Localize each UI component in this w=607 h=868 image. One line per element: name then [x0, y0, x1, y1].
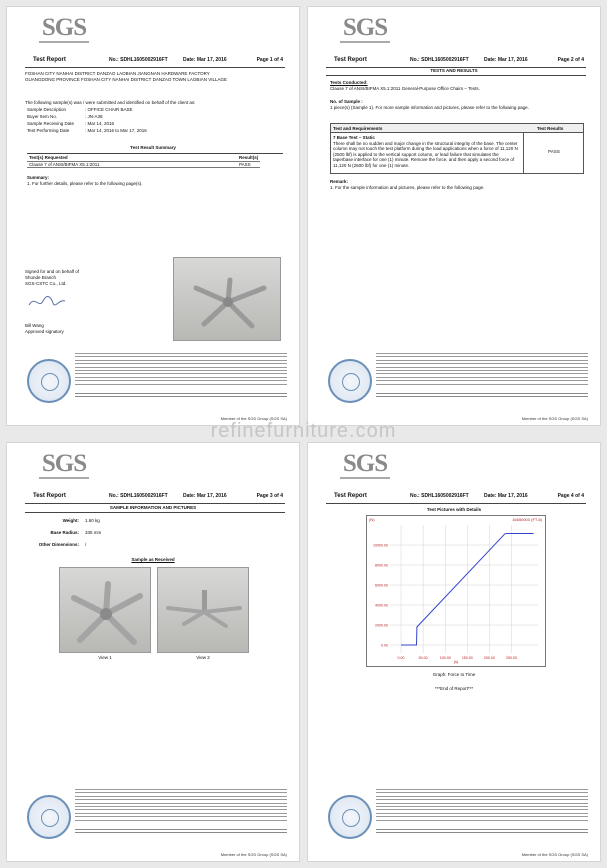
chart-x-unit: (s) [453, 659, 459, 664]
signed-line: Signed for and on behalf of [25, 269, 80, 274]
field-value: : OFFICE CHAIR BASE [85, 107, 133, 112]
sample-received-title: Sample as Received [131, 557, 175, 562]
page-header [33, 57, 283, 67]
report-date: Date: Mar 17, 2016 [484, 57, 528, 63]
field-key: Buyer Item No. [27, 114, 58, 119]
client-company: FOSHAN CITY NANHAI DISTRICT DANZAO LAOBIAN JIANGNAN HARDWARE FACTORY [25, 71, 210, 76]
table-row [331, 133, 583, 173]
page-number: Page 2 of 4 [557, 57, 584, 63]
disclaimer-text [376, 789, 588, 825]
sgs-logo: SGS [338, 15, 392, 41]
field-row [27, 107, 133, 113]
client-address: GUANGDONG PROVINCE FOSHAN CITY NANHAI DISTRICT DANZAO TOWN LAOBIAN VILLAGE [25, 77, 227, 82]
table-head-cell: Result(s) [239, 155, 259, 161]
table-head-row [331, 124, 583, 133]
sample-photo-view-2 [157, 567, 249, 653]
x-tick-label: 100.00 [439, 656, 451, 660]
x-tick-label: 250.00 [505, 656, 517, 660]
page-number: Page 4 of 4 [557, 493, 584, 499]
x-tick-label: 0.00 [397, 656, 405, 660]
force-time-chart [366, 515, 546, 667]
sgs-logo: SGS [338, 451, 392, 477]
view-2-caption: View 2 [196, 655, 210, 660]
requirement-text: There shall be no sudden and major change in the structural integrity of the base. The center column may not touch the test platform during the load applications when a force of 11,120 N (2500 lbf) is applied to the vertical support column, or lead failure that simulates the taperbase interface for one (1) minute. Remove the force, and then apply a second force of 11,120 N (2500 lbf) for one (1) minute. [333, 140, 518, 168]
field-row [27, 128, 147, 134]
dimensions-value: / [85, 542, 87, 547]
y-tick-label: 4000.00 [375, 603, 388, 608]
sgs-logo: SGS [37, 15, 91, 41]
divider [326, 75, 586, 76]
divider [25, 512, 285, 513]
report-number: No.: SDHL1605002916FT [410, 57, 469, 63]
conducted-label: Tests Conducted: [330, 80, 368, 85]
chair-base-illustration [158, 568, 249, 653]
signature-image [27, 291, 67, 311]
y-tick-label: 10000.00 [373, 543, 388, 548]
summary-title: Test Result Summary [130, 145, 176, 150]
view-1-caption: View 1 [98, 655, 112, 660]
requirement-title: 7 Base Test – Static [333, 135, 375, 140]
disclaimer-text [376, 353, 588, 389]
sgs-seal-icon [328, 359, 372, 403]
sgs-seal-icon [328, 795, 372, 839]
y-tick-label: 6000.00 [375, 583, 388, 588]
page-footer [25, 787, 287, 857]
table-cell: Clause 7 of ANSI/BIFMA X5.1:2011 [27, 161, 237, 167]
table-head-cell: Test(s) Requested [27, 155, 237, 161]
summary-note: 1. For further details, please refer to the following page(s). [27, 181, 143, 186]
radius-value: 335 mm [85, 530, 102, 535]
report-page-3 [6, 442, 300, 862]
member-text: Member of the SGS Group (SGS SA) [220, 416, 287, 421]
report-page-4 [307, 442, 601, 862]
requirement-cell [333, 135, 519, 169]
section-title: Test Pictures with Details [426, 507, 482, 512]
disclaimer-text [75, 789, 287, 825]
divider [25, 67, 285, 68]
chair-base-illustration [174, 258, 281, 341]
page-footer [326, 351, 588, 421]
field-value: : JN-A38 [85, 114, 103, 119]
report-number: No.: SDHL1605002916FT [410, 493, 469, 499]
field-value: : Mar 14, 2016 to Mar 17, 2016 [85, 128, 147, 133]
field-key: Test Performing Date [27, 128, 70, 133]
address-text [75, 829, 287, 837]
intro-text: The following sample(s) was / were submitted and identified on behalf of the client as: [25, 100, 196, 105]
report-number: No.: SDHL1605002916FT [109, 493, 168, 499]
divider [326, 503, 586, 504]
field-row [27, 121, 114, 127]
end-of-report: ***End of Report*** [434, 686, 474, 691]
x-tick-label: 50.00 [418, 656, 428, 660]
report-page-1 [6, 6, 300, 426]
signed-line: SGS-CSTC Co., Ltd. [25, 281, 67, 286]
chair-base-illustration [60, 568, 151, 653]
table-head-cell: Test and Requirements [333, 126, 383, 131]
table-divider [523, 133, 524, 173]
weight-value: 1.60 kg [85, 518, 100, 523]
signatory-name: Bill Wang [25, 323, 44, 328]
table-row [27, 161, 260, 167]
sample-text: 1 piece(s) (Sample 1). For more sample information and pictures, please refer to the following page. [330, 105, 529, 110]
divider [27, 153, 283, 154]
report-date: Date: Mar 17, 2016 [183, 57, 227, 63]
conducted-text: Clause 7 of ANSI/BIFMA X5.1:2011 General-Purpose Office Chairs – Tests. [330, 86, 480, 91]
sample-photo-view-1 [59, 567, 151, 653]
graph-caption: Graph: Force to Time [432, 672, 476, 677]
address-text [376, 393, 588, 401]
section-title: TESTS AND RESULTS [430, 68, 478, 73]
field-value: : Mar 14, 2016 [85, 121, 115, 126]
weight-label: Weight: [62, 518, 79, 523]
report-date: Date: Mar 17, 2016 [183, 493, 227, 499]
chart-unit-label: (N) [369, 517, 375, 522]
address-text [75, 393, 287, 401]
report-page-2 [307, 6, 601, 426]
test-result: PASS [548, 149, 560, 154]
report-title: Test Report [334, 57, 367, 63]
report-number: No.: SDHL1605002916FT [109, 57, 168, 63]
x-tick-label: 200.00 [483, 656, 495, 660]
disclaimer-text [75, 353, 287, 389]
sgs-seal-icon [27, 795, 71, 839]
page-footer [25, 351, 287, 421]
chart-id-label: 16650003 (FT-6) [512, 517, 542, 522]
member-text: Member of the SGS Group (SGS SA) [521, 416, 588, 421]
x-tick-label: 150.00 [461, 656, 473, 660]
report-title: Test Report [33, 493, 66, 499]
remark-text: 1. For the sample information and pictures, please refer to the following page. [330, 185, 485, 190]
page-number: Page 3 of 4 [256, 493, 283, 499]
page-header [33, 493, 283, 503]
sample-label: No. of Sample : [330, 99, 363, 104]
remark-label: Remark: [330, 179, 349, 184]
summary-table [27, 155, 260, 168]
signed-line: Shunde Branch [25, 275, 57, 280]
page-header [334, 57, 584, 67]
table-cell: PASS [237, 161, 260, 167]
member-text: Member of the SGS Group (SGS SA) [521, 852, 588, 857]
sgs-seal-icon [27, 359, 71, 403]
chart-frame [367, 516, 546, 667]
page-number: Page 1 of 4 [256, 57, 283, 63]
radius-label: Base Radius: [50, 530, 79, 535]
field-row [27, 114, 103, 120]
divider [25, 503, 285, 504]
section-title: SAMPLE INFORMATION AND PICTURES [109, 505, 197, 510]
y-tick-label: 2000.00 [375, 623, 388, 628]
field-key: Sample Receiving Date [27, 121, 75, 126]
address-text [376, 829, 588, 837]
field-key: Sample Description [27, 107, 67, 112]
site-watermark: refinefurniture.com [210, 420, 397, 442]
requirements-table [330, 123, 584, 174]
y-tick-label: 8000.00 [375, 563, 388, 568]
page-footer [326, 787, 588, 857]
member-text: Member of the SGS Group (SGS SA) [220, 852, 287, 857]
report-title: Test Report [33, 57, 66, 63]
summary-label: Summary: [27, 175, 50, 180]
report-title: Test Report [334, 493, 367, 499]
sgs-logo: SGS [37, 451, 91, 477]
report-date: Date: Mar 17, 2016 [484, 493, 528, 499]
table-head-cell: Test Results [537, 126, 564, 131]
y-tick-label: 0.00 [381, 643, 388, 648]
dimensions-label: Other Dimensions: [38, 542, 79, 547]
signatory-title: Approved signatory [25, 329, 64, 334]
page-header [334, 493, 584, 503]
sample-photo [173, 257, 281, 341]
